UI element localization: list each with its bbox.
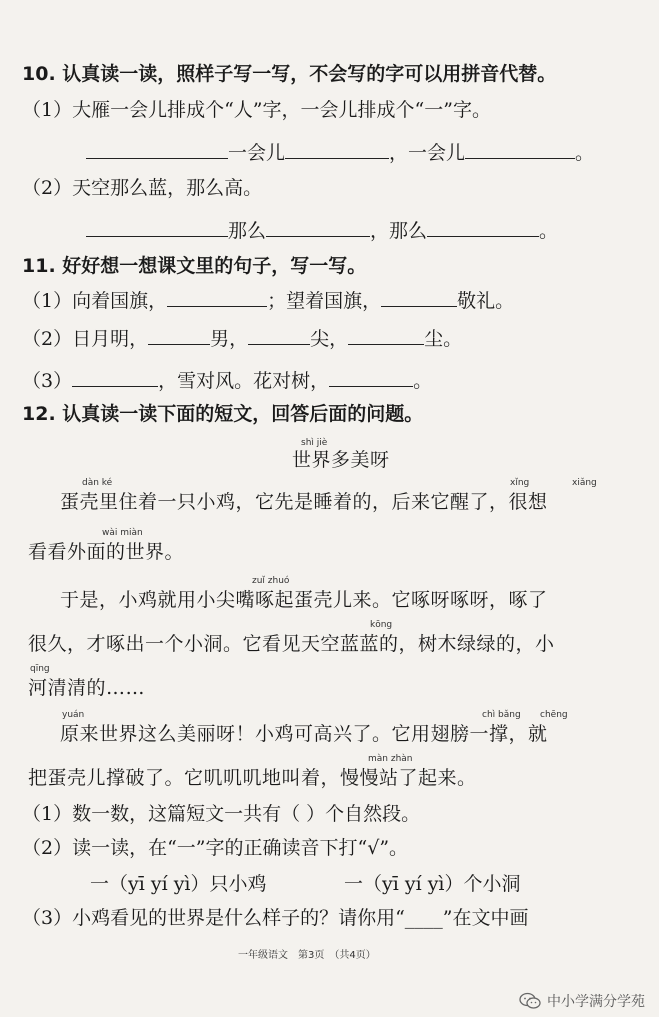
q11-title: 11. 好好想一想课文里的句子，写一写。 <box>22 255 367 277</box>
answer-blank[interactable] <box>465 140 575 159</box>
q11-line2 <box>22 326 462 351</box>
q10-title: 10. 认真读一读，照样子写一写，不会写的字可以用拼音代替。 <box>22 63 557 85</box>
watermark <box>519 991 645 1011</box>
q12-sub1: （1）数一数，这篇短文一共有（ ）个自然段。 <box>22 803 421 825</box>
fill-text: 那么 <box>228 220 267 242</box>
story-para2-line1: 于是，小鸡就用小尖嘴啄起蛋壳儿来。它啄呀啄呀，啄了 <box>60 589 548 611</box>
pinyin-annotation: chēng <box>540 710 568 720</box>
fill-text: ；望着国旗， <box>267 290 382 312</box>
pinyin-annotation: xǐng <box>510 478 530 488</box>
pinyin-annotation: shì jiè <box>301 438 328 448</box>
wechat-icon <box>519 992 541 1010</box>
q10-p2: （2）天空那么蓝，那么高。 <box>22 177 263 199</box>
answer-blank[interactable] <box>427 218 539 237</box>
fill-text: 。 <box>413 370 433 392</box>
q10-p1: （1）大雁一会儿排成个“人”字，一会儿排成个“一”字。 <box>22 99 491 121</box>
answer-blank[interactable] <box>266 218 370 237</box>
pinyin-annotation: màn zhàn <box>368 754 413 764</box>
pinyin-annotation: wài miàn <box>102 528 143 538</box>
answer-blank[interactable] <box>86 218 228 237</box>
pinyin-annotation: chì bǎng <box>482 710 521 720</box>
pinyin-annotation: zuǐ zhuó <box>252 576 290 586</box>
q11-line1 <box>22 288 514 313</box>
q12-sub2-option1[interactable]: 一（yī yí yì）只小鸡 <box>90 873 267 895</box>
story-para2-line3: 河清清的…… <box>28 677 146 699</box>
story-title: 世界多美呀 <box>292 449 390 471</box>
answer-blank[interactable] <box>348 326 424 345</box>
fill-text: 。 <box>575 142 595 164</box>
fill-text: 尘。 <box>424 328 463 350</box>
answer-blank[interactable] <box>148 326 210 345</box>
q10-p1-fill-line <box>86 140 594 165</box>
story-para1-line2: 看看外面的世界。 <box>28 541 185 563</box>
fill-text: ，那么 <box>370 220 428 242</box>
pinyin-annotation: yuán <box>62 710 85 720</box>
q12-sub3: （3）小鸡看见的世界是什么样子的？请你用“____”在文中画 <box>22 907 529 929</box>
answer-blank[interactable] <box>248 326 310 345</box>
fill-text: ，一会儿 <box>389 142 466 164</box>
q12-sub2-option2[interactable]: 一（yī yí yì）个小洞 <box>344 873 521 895</box>
q12-sub2: （2）读一读，在“一”字的正确读音下打“√”。 <box>22 837 409 859</box>
pinyin-annotation: kōng <box>370 620 393 630</box>
q12-title: 12. 认真读一读下面的短文，回答后面的问题。 <box>22 403 424 425</box>
answer-blank[interactable] <box>381 288 457 307</box>
story-para1-line1: 蛋壳里住着一只小鸡，它先是睡着的，后来它醒了，很想 <box>60 491 548 513</box>
fill-text: （2）日月明， <box>22 328 149 350</box>
story-para2-line2: 很久，才啄出一个小洞。它看见天空蓝蓝的，树木绿绿的，小 <box>28 633 555 655</box>
fill-text: 敬礼。 <box>457 290 515 312</box>
fill-text: 男， <box>210 328 249 350</box>
q11-line3 <box>22 368 432 393</box>
story-para3-line1: 原来世界这么美丽呀！小鸡可高兴了。它用翅膀一撑，就 <box>60 723 548 745</box>
fill-text: 。 <box>539 220 559 242</box>
fill-text: 尖， <box>310 328 349 350</box>
answer-blank[interactable] <box>86 140 228 159</box>
fill-text: （3） <box>22 370 73 392</box>
answer-blank[interactable] <box>72 368 158 387</box>
answer-blank[interactable] <box>167 288 267 307</box>
page-footer: 一年级语文 第3页 （共4页） <box>238 950 376 961</box>
fill-text: （1）向着国旗， <box>22 290 168 312</box>
q10-p2-fill-line <box>86 218 558 243</box>
fill-text: 一会儿 <box>228 142 286 164</box>
story-para3-line2: 把蛋壳儿撑破了。它叽叽叽地叫着，慢慢站了起来。 <box>28 767 477 789</box>
fill-text: ，雪对风。花对树， <box>158 370 330 392</box>
pinyin-annotation: qīng <box>30 664 50 674</box>
watermark-text: 中小学满分学苑 <box>547 994 645 1010</box>
answer-blank[interactable] <box>285 140 389 159</box>
pinyin-annotation: xiǎng <box>572 478 597 488</box>
answer-blank[interactable] <box>329 368 413 387</box>
pinyin-annotation: dàn ké <box>82 478 113 488</box>
